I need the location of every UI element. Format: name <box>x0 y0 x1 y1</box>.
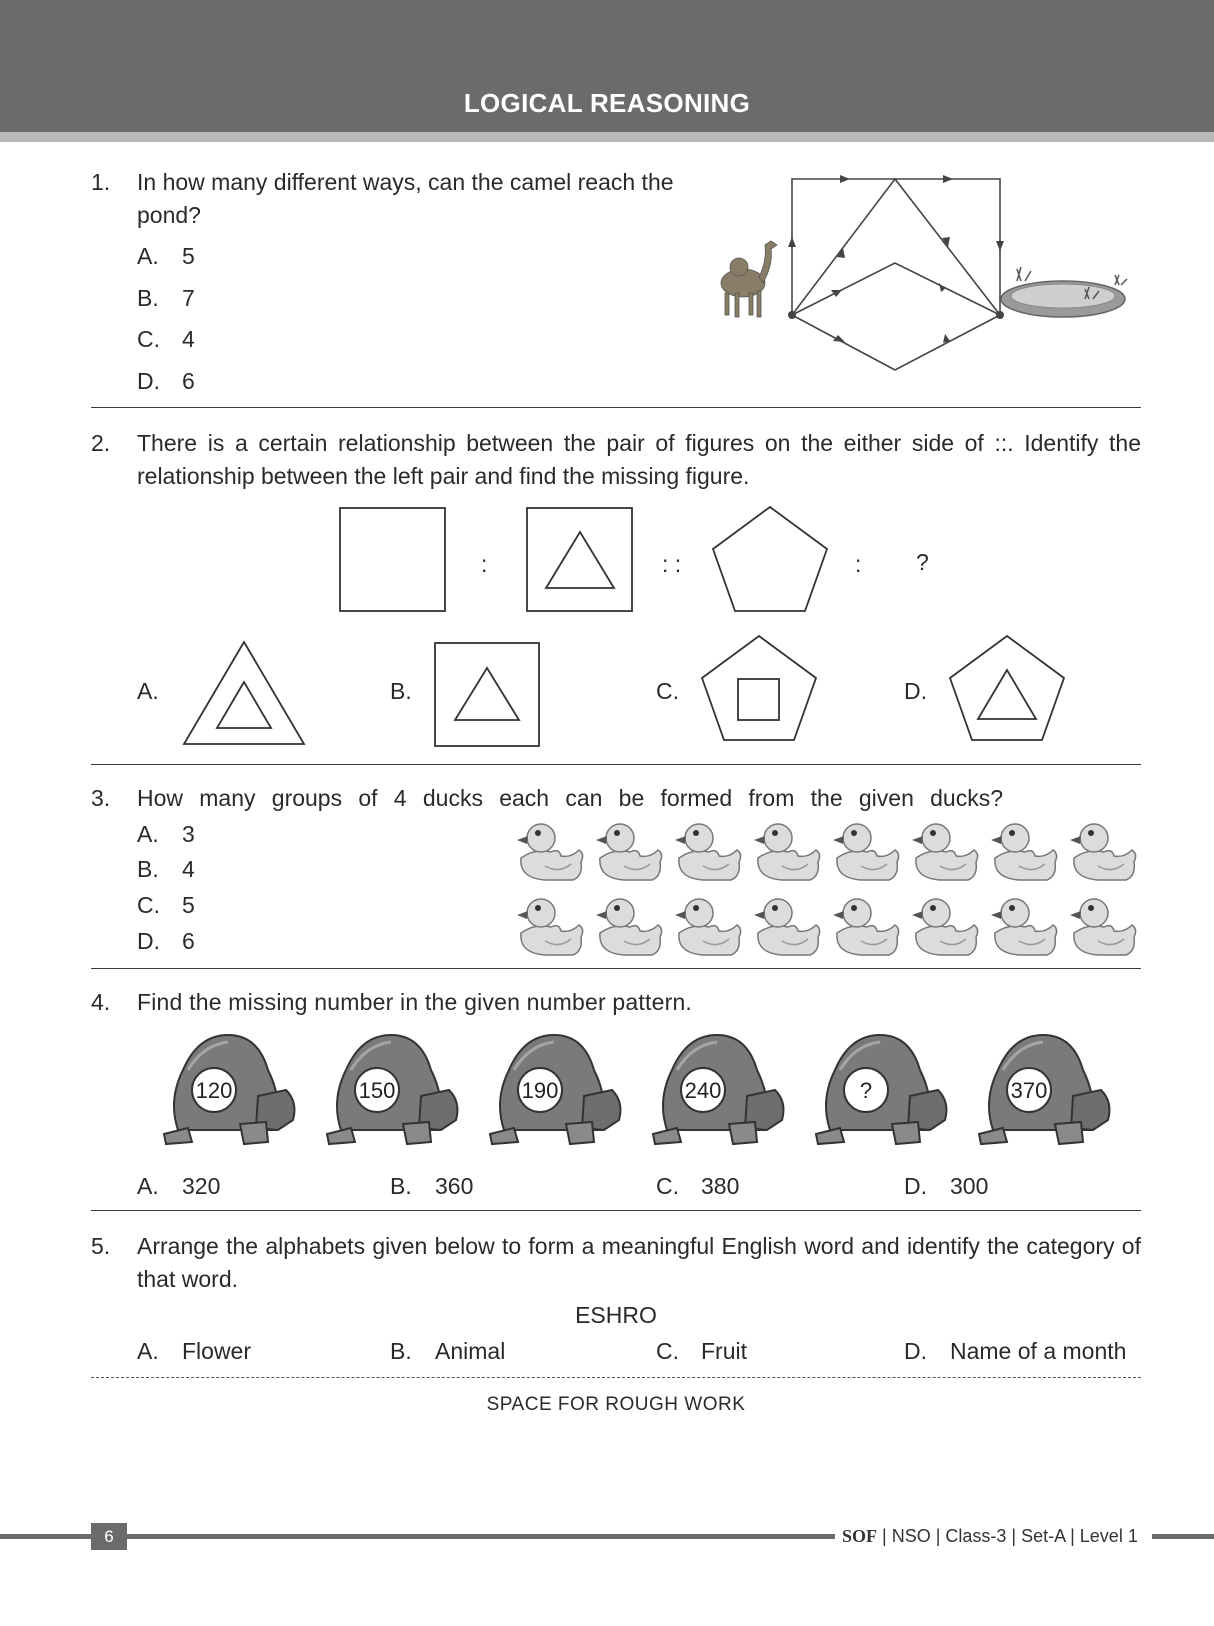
duck-icon <box>1070 899 1136 955</box>
pond-icon <box>1001 267 1127 317</box>
question-number: 5. <box>91 1233 111 1259</box>
duck-icon <box>1070 824 1136 880</box>
divider <box>91 407 1141 408</box>
colon-symbol: : <box>855 551 862 577</box>
duck-icon <box>596 899 662 955</box>
option-value: 3 <box>182 821 195 847</box>
double-colon-symbol: : : <box>662 551 682 577</box>
option-value: Fruit <box>701 1338 747 1364</box>
duck-icon <box>754 824 820 880</box>
option-letter: A. <box>137 1338 159 1364</box>
duck-icon <box>833 899 899 955</box>
question-text: Find the missing number in the given number pattern. <box>137 989 693 1015</box>
start-point-icon <box>788 311 796 319</box>
rock-number: 190 <box>521 1078 559 1103</box>
question-number: 2. <box>91 430 111 456</box>
option-letter: D. <box>137 928 160 954</box>
rock-number: 240 <box>684 1078 722 1103</box>
rock-number: 150 <box>358 1078 396 1103</box>
square-in-pentagon-figure <box>700 634 818 744</box>
option-letter: B. <box>390 678 412 704</box>
triangle-in-pentagon-figure <box>948 634 1066 744</box>
footer-text: | NSO | Class-3 | Set-A | Level 1 <box>882 1526 1138 1546</box>
duck-icon <box>912 899 978 955</box>
option-letter: C. <box>137 326 160 352</box>
option-letter: C. <box>656 678 679 704</box>
sof-logo: SOF <box>842 1526 878 1546</box>
option-letter: C. <box>656 1173 679 1199</box>
rough-work-label: SPACE FOR ROUGH WORK <box>486 1394 746 1415</box>
rock-6 <box>973 1030 1123 1150</box>
divider <box>91 1210 1141 1211</box>
header-band-light <box>0 132 1214 142</box>
duck-icon <box>912 824 978 880</box>
duck-grid <box>515 818 1145 968</box>
duck-icon <box>517 899 583 955</box>
option-value: Animal <box>435 1338 506 1364</box>
option-letter: D. <box>137 368 160 394</box>
duck-icon <box>754 899 820 955</box>
option-letter: A. <box>137 678 159 704</box>
triangle-in-triangle-figure <box>180 638 308 748</box>
rock-number: ? <box>859 1078 873 1103</box>
option-value: 4 <box>182 326 195 352</box>
question-text: How many groups of 4 ducks each can be formed from the given ducks? <box>137 785 1003 811</box>
duck-icon <box>833 824 899 880</box>
path-network <box>792 179 1000 370</box>
rock-2 <box>321 1030 471 1150</box>
camel-icon <box>721 241 777 317</box>
option-value: Flower <box>182 1338 252 1364</box>
figure-analogy <box>335 505 935 615</box>
question-text: Arrange the alphabets given below to form a meaningful English word and identify the category of that word. <box>137 1233 1141 1292</box>
question-number: 3. <box>91 785 111 811</box>
page-number: 6 <box>91 1523 127 1550</box>
duck-icon <box>991 899 1057 955</box>
question-text-line-2: pond? <box>137 202 201 228</box>
duck-icon <box>517 824 583 880</box>
rough-work-divider <box>91 1377 1141 1378</box>
rock-5 <box>810 1030 960 1150</box>
divider <box>91 764 1141 765</box>
option-letter: A. <box>137 243 159 269</box>
footer-rule-right <box>1152 1534 1214 1539</box>
page-title: LOGICAL REASONING <box>463 88 751 118</box>
option-value: 6 <box>182 928 195 954</box>
option-letter: A. <box>137 1173 159 1199</box>
end-point-icon <box>996 311 1004 319</box>
option-letter: B. <box>137 856 159 882</box>
question-text-line-1: In how many different ways, can the camel reach the <box>137 169 674 195</box>
option-letter: C. <box>137 892 160 918</box>
option-value: Name of a month <box>950 1338 1127 1364</box>
duck-icon <box>675 899 741 955</box>
option-value: 6 <box>182 368 195 394</box>
option-letter: D. <box>904 1338 927 1364</box>
option-letter: C. <box>656 1338 679 1364</box>
option-value: 7 <box>182 285 195 311</box>
option-letter: A. <box>137 821 159 847</box>
camel-path-diagram <box>705 165 1145 375</box>
option-letter: B. <box>390 1173 412 1199</box>
option-letter: B. <box>137 285 159 311</box>
option-value: 4 <box>182 856 195 882</box>
square-shape <box>340 508 445 611</box>
question-number: 4. <box>91 989 111 1015</box>
question-text: There is a certain relationship between the pair of figures on the either side of ::. Identify the relationship between the left pair and find the missing figure. <box>137 430 1141 489</box>
footer-info <box>842 1522 1138 1550</box>
pentagon-shape <box>713 507 827 611</box>
duck-icon <box>675 824 741 880</box>
triangle-in-square-figure <box>432 640 542 748</box>
rock-number: 370 <box>1010 1078 1048 1103</box>
jumbled-word: ESHRO <box>575 1302 657 1328</box>
square-with-triangle-shape <box>527 508 632 611</box>
option-letter: D. <box>904 1173 927 1199</box>
rock-1 <box>158 1030 308 1150</box>
colon-symbol: : <box>481 551 488 577</box>
option-value: 320 <box>182 1173 221 1199</box>
missing-figure-mark: ? <box>916 549 929 575</box>
option-value: 300 <box>950 1173 989 1199</box>
rock-number: 120 <box>195 1078 233 1103</box>
option-value: 380 <box>701 1173 740 1199</box>
divider <box>91 968 1141 969</box>
duck-icon <box>991 824 1057 880</box>
option-value: 5 <box>182 243 195 269</box>
rock-4 <box>647 1030 797 1150</box>
option-letter: D. <box>904 678 927 704</box>
rock-3 <box>484 1030 634 1150</box>
arrow-icons <box>788 175 1004 343</box>
option-value: 360 <box>435 1173 474 1199</box>
question-number: 1. <box>91 169 111 195</box>
duck-icon <box>596 824 662 880</box>
option-letter: B. <box>390 1338 412 1364</box>
option-value: 5 <box>182 892 195 918</box>
